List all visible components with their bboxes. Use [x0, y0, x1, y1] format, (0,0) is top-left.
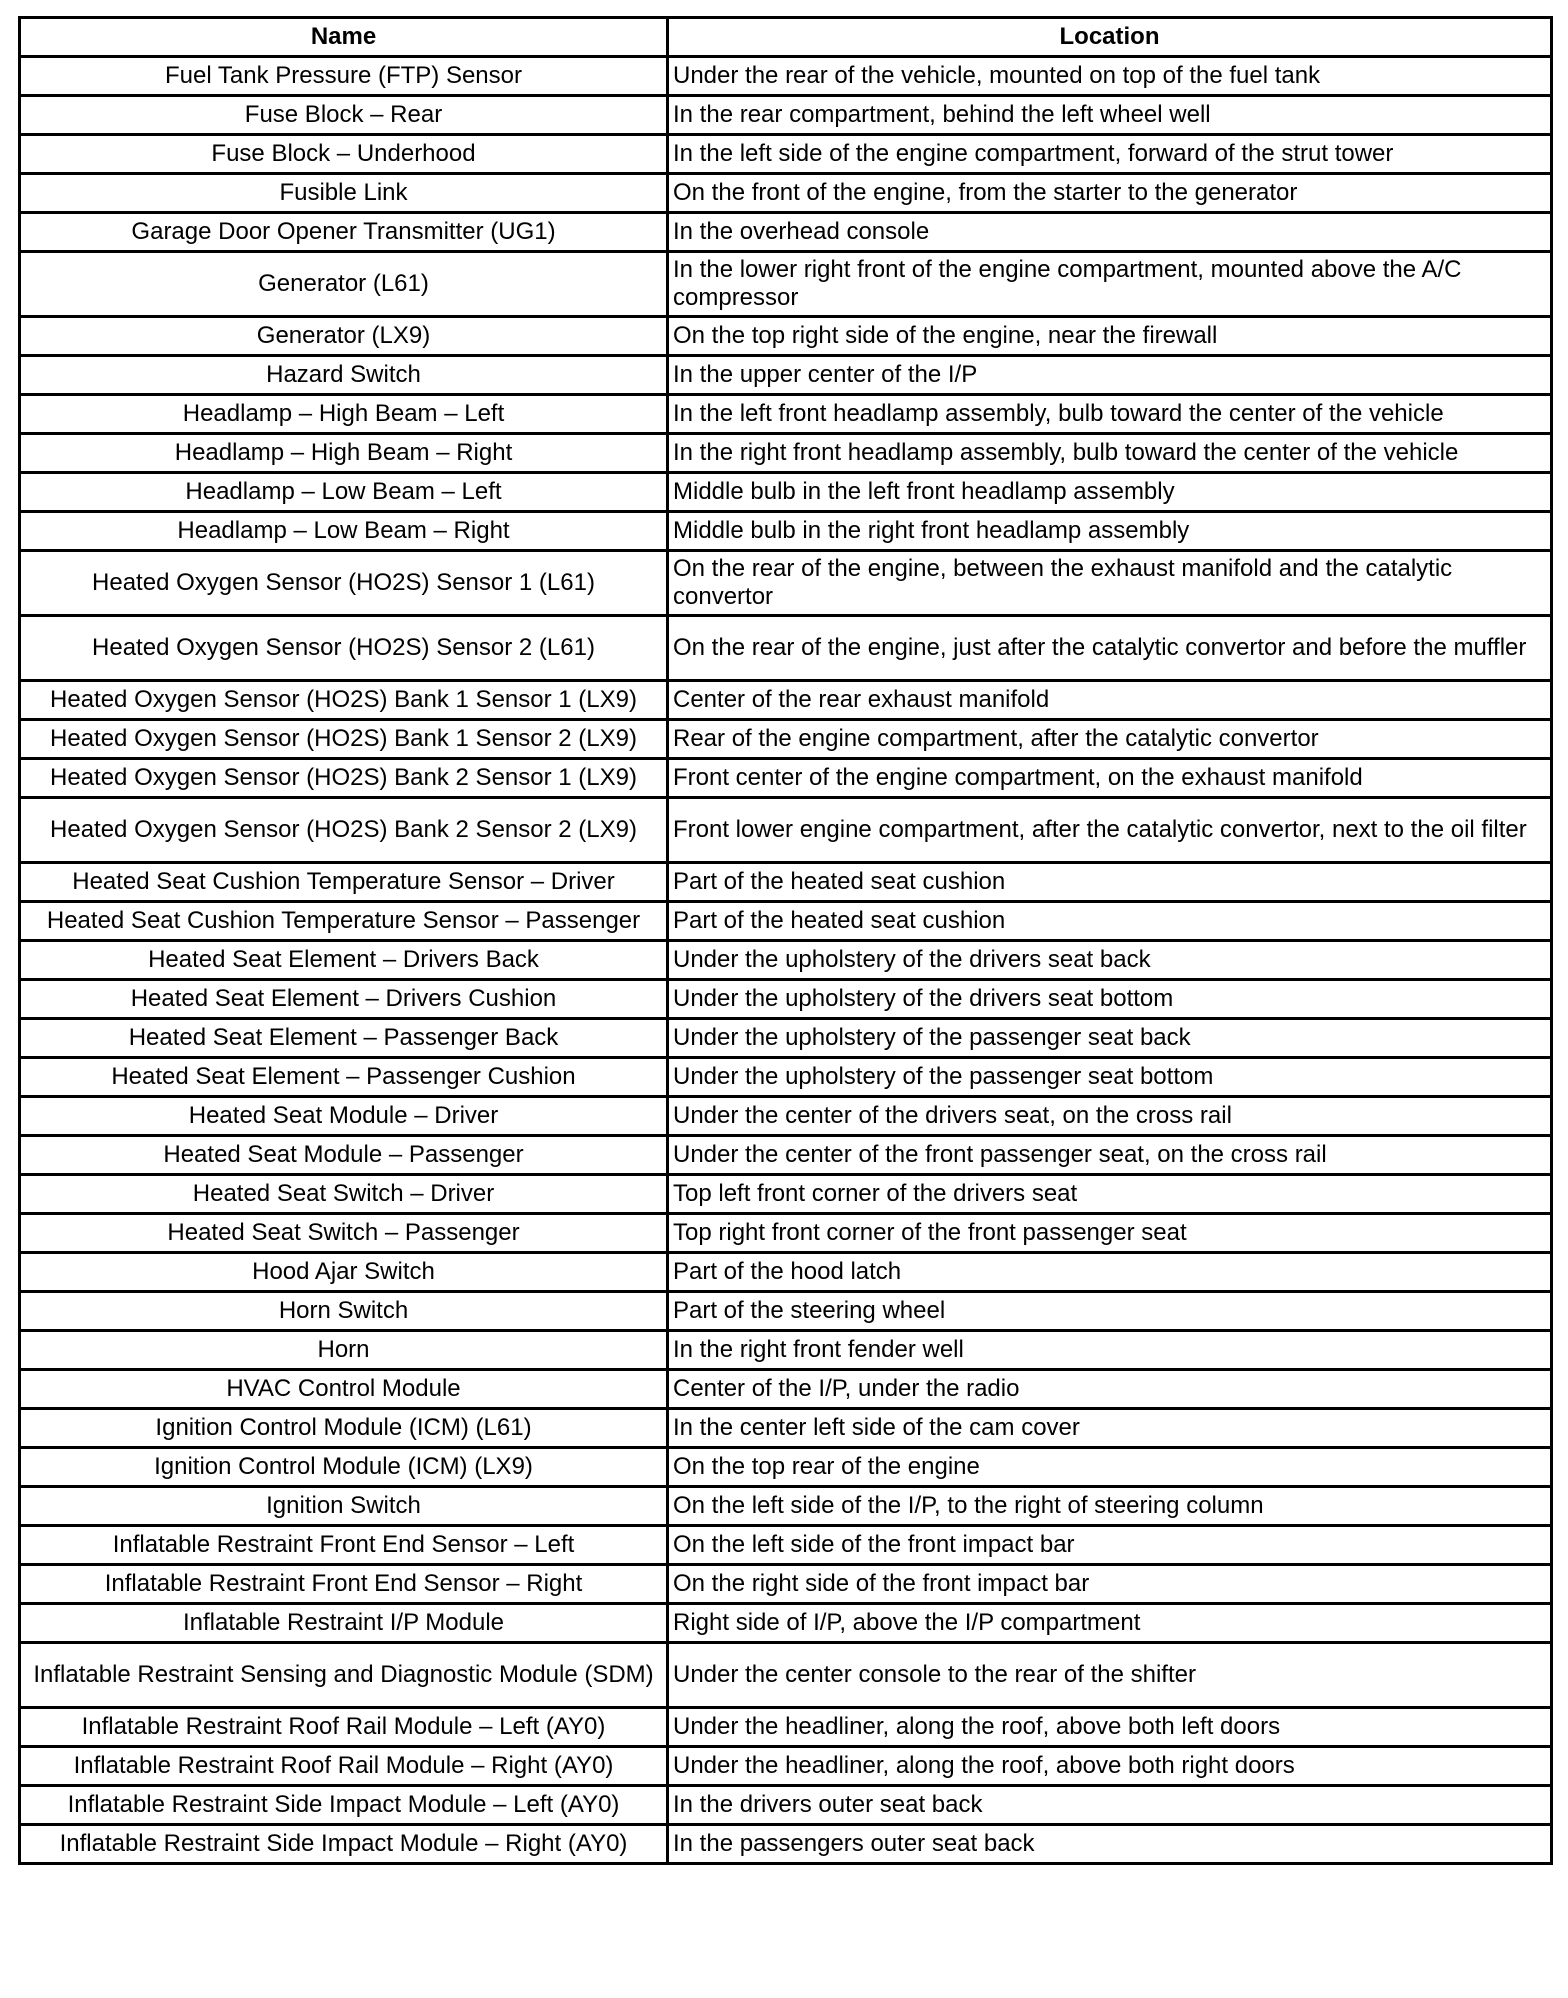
component-name-cell: Inflatable Restraint Side Impact Module – Right (AY0)	[20, 1825, 668, 1864]
table-row	[20, 1565, 1552, 1604]
component-name-cell: Headlamp – High Beam – Left	[20, 395, 668, 434]
table-body	[20, 57, 1552, 1864]
component-location-cell: On the rear of the engine, between the exhaust manifold and the catalytic convertor	[668, 551, 1552, 616]
component-name-cell: Heated Seat Module – Passenger	[20, 1136, 668, 1175]
component-location-cell: In the left side of the engine compartment, forward of the strut tower	[668, 135, 1552, 174]
component-location-cell: Center of the rear exhaust manifold	[668, 681, 1552, 720]
component-name-cell: Heated Oxygen Sensor (HO2S) Bank 2 Sensor 2 (LX9)	[20, 798, 668, 863]
component-name-cell: Fuel Tank Pressure (FTP) Sensor	[20, 57, 668, 96]
component-location-cell: In the center left side of the cam cover	[668, 1409, 1552, 1448]
table-row	[20, 1292, 1552, 1331]
component-name-cell: Inflatable Restraint Roof Rail Module – Left (AY0)	[20, 1708, 668, 1747]
component-location-cell: In the upper center of the I/P	[668, 356, 1552, 395]
component-name-cell: Fusible Link	[20, 174, 668, 213]
component-name-cell: Heated Seat Element – Drivers Cushion	[20, 980, 668, 1019]
component-location-cell: Part of the hood latch	[668, 1253, 1552, 1292]
component-location-cell: Front center of the engine compartment, on the exhaust manifold	[668, 759, 1552, 798]
component-location-cell: Part of the heated seat cushion	[668, 902, 1552, 941]
component-name-cell: Heated Oxygen Sensor (HO2S) Bank 1 Sensor 1 (LX9)	[20, 681, 668, 720]
component-location-cell: Under the upholstery of the drivers seat bottom	[668, 980, 1552, 1019]
table-row	[20, 551, 1552, 616]
component-location-cell: Top left front corner of the drivers seat	[668, 1175, 1552, 1214]
table-row	[20, 1708, 1552, 1747]
table-row	[20, 135, 1552, 174]
component-name-cell: Heated Oxygen Sensor (HO2S) Sensor 2 (L61)	[20, 616, 668, 681]
component-location-cell: On the left side of the front impact bar	[668, 1526, 1552, 1565]
table-row	[20, 1487, 1552, 1526]
component-name-cell: Heated Seat Element – Passenger Back	[20, 1019, 668, 1058]
table-row	[20, 1448, 1552, 1487]
table-row	[20, 1058, 1552, 1097]
table-row	[20, 1370, 1552, 1409]
component-location-cell: In the right front fender well	[668, 1331, 1552, 1370]
component-location-cell: Under the rear of the vehicle, mounted on top of the fuel tank	[668, 57, 1552, 96]
component-location-cell: Center of the I/P, under the radio	[668, 1370, 1552, 1409]
table-row	[20, 1253, 1552, 1292]
table-row	[20, 1825, 1552, 1864]
table-row	[20, 96, 1552, 135]
table-row	[20, 759, 1552, 798]
component-location-cell: Right side of I/P, above the I/P compartment	[668, 1604, 1552, 1643]
component-location-cell: In the lower right front of the engine compartment, mounted above the A/C compressor	[668, 252, 1552, 317]
table-row	[20, 1331, 1552, 1370]
component-location-cell: Under the upholstery of the passenger seat back	[668, 1019, 1552, 1058]
table-row	[20, 57, 1552, 96]
table-row	[20, 1604, 1552, 1643]
component-location-cell: In the overhead console	[668, 213, 1552, 252]
table-row	[20, 434, 1552, 473]
component-name-cell: Inflatable Restraint I/P Module	[20, 1604, 668, 1643]
table-row	[20, 720, 1552, 759]
component-location-cell: In the left front headlamp assembly, bulb toward the center of the vehicle	[668, 395, 1552, 434]
component-name-cell: Generator (LX9)	[20, 317, 668, 356]
table-row	[20, 1214, 1552, 1253]
component-name-cell: Heated Seat Switch – Passenger	[20, 1214, 668, 1253]
component-location-cell: Top right front corner of the front passenger seat	[668, 1214, 1552, 1253]
component-name-cell: Horn	[20, 1331, 668, 1370]
table-row	[20, 356, 1552, 395]
table-row	[20, 1409, 1552, 1448]
component-name-cell: Headlamp – Low Beam – Right	[20, 512, 668, 551]
component-name-cell: Inflatable Restraint Side Impact Module – Left (AY0)	[20, 1786, 668, 1825]
table-row	[20, 616, 1552, 681]
component-location-cell: Rear of the engine compartment, after the catalytic convertor	[668, 720, 1552, 759]
component-name-cell: Heated Oxygen Sensor (HO2S) Bank 2 Sensor 1 (LX9)	[20, 759, 668, 798]
component-name-cell: Inflatable Restraint Sensing and Diagnostic Module (SDM)	[20, 1643, 668, 1708]
component-location-cell: Under the upholstery of the drivers seat back	[668, 941, 1552, 980]
component-name-cell: Garage Door Opener Transmitter (UG1)	[20, 213, 668, 252]
table-row	[20, 1097, 1552, 1136]
component-location-cell: Under the upholstery of the passenger seat bottom	[668, 1058, 1552, 1097]
component-location-cell: Under the center of the front passenger seat, on the cross rail	[668, 1136, 1552, 1175]
component-location-cell: On the rear of the engine, just after the catalytic convertor and before the muffler	[668, 616, 1552, 681]
table-row	[20, 1526, 1552, 1565]
component-location-cell: Middle bulb in the left front headlamp assembly	[668, 473, 1552, 512]
component-location-cell: Middle bulb in the right front headlamp assembly	[668, 512, 1552, 551]
name-column-header: Name	[20, 18, 668, 57]
table-row	[20, 1643, 1552, 1708]
table-row	[20, 1786, 1552, 1825]
component-name-cell: Heated Seat Switch – Driver	[20, 1175, 668, 1214]
component-name-cell: Heated Seat Cushion Temperature Sensor – Passenger	[20, 902, 668, 941]
component-name-cell: Heated Seat Module – Driver	[20, 1097, 668, 1136]
component-name-cell: HVAC Control Module	[20, 1370, 668, 1409]
component-name-cell: Heated Oxygen Sensor (HO2S) Bank 1 Sensor 2 (LX9)	[20, 720, 668, 759]
component-location-cell: On the front of the engine, from the starter to the generator	[668, 174, 1552, 213]
component-name-cell: Ignition Switch	[20, 1487, 668, 1526]
component-location-cell: On the top right side of the engine, near the firewall	[668, 317, 1552, 356]
component-name-cell: Hood Ajar Switch	[20, 1253, 668, 1292]
table-row	[20, 902, 1552, 941]
component-name-cell: Headlamp – Low Beam – Left	[20, 473, 668, 512]
table-row	[20, 1019, 1552, 1058]
component-name-cell: Ignition Control Module (ICM) (LX9)	[20, 1448, 668, 1487]
table-row	[20, 252, 1552, 317]
table-row	[20, 1175, 1552, 1214]
component-name-cell: Fuse Block – Rear	[20, 96, 668, 135]
component-location-cell: In the rear compartment, behind the left wheel well	[668, 96, 1552, 135]
component-location-cell: Under the center of the drivers seat, on the cross rail	[668, 1097, 1552, 1136]
component-name-cell: Generator (L61)	[20, 252, 668, 317]
table-row	[20, 317, 1552, 356]
component-name-cell: Heated Seat Cushion Temperature Sensor – Driver	[20, 863, 668, 902]
table-row	[20, 1747, 1552, 1786]
table-row	[20, 798, 1552, 863]
table-row	[20, 1136, 1552, 1175]
component-location-cell: On the top rear of the engine	[668, 1448, 1552, 1487]
component-location-cell: In the right front headlamp assembly, bulb toward the center of the vehicle	[668, 434, 1552, 473]
component-name-cell: Inflatable Restraint Roof Rail Module – Right (AY0)	[20, 1747, 668, 1786]
table-row	[20, 681, 1552, 720]
component-name-cell: Inflatable Restraint Front End Sensor – Right	[20, 1565, 668, 1604]
component-name-cell: Heated Seat Element – Drivers Back	[20, 941, 668, 980]
table-row	[20, 395, 1552, 434]
table-row	[20, 941, 1552, 980]
component-name-cell: Heated Oxygen Sensor (HO2S) Sensor 1 (L61)	[20, 551, 668, 616]
component-location-cell: Part of the heated seat cushion	[668, 863, 1552, 902]
component-location-cell: Front lower engine compartment, after the catalytic convertor, next to the oil filter	[668, 798, 1552, 863]
component-location-table	[18, 16, 1553, 1865]
component-location-cell: Under the center console to the rear of the shifter	[668, 1643, 1552, 1708]
table-row	[20, 213, 1552, 252]
table-row	[20, 863, 1552, 902]
component-name-cell: Hazard Switch	[20, 356, 668, 395]
location-column-header: Location	[668, 18, 1552, 57]
table-row	[20, 473, 1552, 512]
component-location-cell: In the drivers outer seat back	[668, 1786, 1552, 1825]
table-row	[20, 512, 1552, 551]
table-row	[20, 980, 1552, 1019]
component-location-cell: On the right side of the front impact bar	[668, 1565, 1552, 1604]
component-location-cell: In the passengers outer seat back	[668, 1825, 1552, 1864]
component-location-cell: Part of the steering wheel	[668, 1292, 1552, 1331]
component-location-cell: On the left side of the I/P, to the right of steering column	[668, 1487, 1552, 1526]
table-row	[20, 174, 1552, 213]
component-location-cell: Under the headliner, along the roof, above both right doors	[668, 1747, 1552, 1786]
header-row	[20, 18, 1552, 57]
component-name-cell: Horn Switch	[20, 1292, 668, 1331]
component-location-cell: Under the headliner, along the roof, above both left doors	[668, 1708, 1552, 1747]
component-name-cell: Headlamp – High Beam – Right	[20, 434, 668, 473]
component-name-cell: Inflatable Restraint Front End Sensor – Left	[20, 1526, 668, 1565]
component-name-cell: Heated Seat Element – Passenger Cushion	[20, 1058, 668, 1097]
component-name-cell: Fuse Block – Underhood	[20, 135, 668, 174]
component-name-cell: Ignition Control Module (ICM) (L61)	[20, 1409, 668, 1448]
